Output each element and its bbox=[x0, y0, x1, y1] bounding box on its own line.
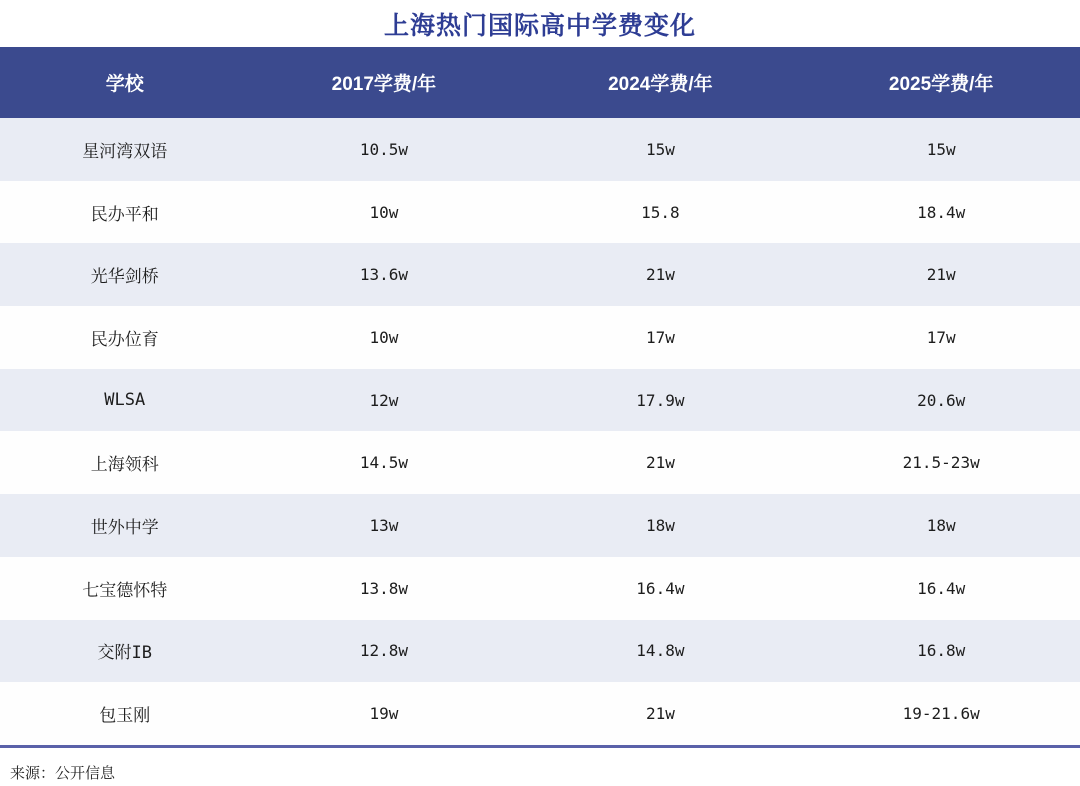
column-header-2025-fee: 2025学费/年 bbox=[888, 74, 994, 95]
fee-2025-cell: 21.5-23w bbox=[902, 453, 980, 473]
fee-2025-cell: 15w bbox=[926, 139, 956, 159]
source-note: 来源：公开信息 bbox=[10, 764, 116, 782]
fee-2024-cell: 17.9w bbox=[636, 390, 685, 410]
fee-2024-cell: 15w bbox=[645, 139, 675, 159]
table-row bbox=[0, 557, 1080, 620]
fee-2024-cell: 14.8w bbox=[636, 641, 685, 661]
school-name-cell: 民办平和 bbox=[90, 204, 159, 225]
fee-2025-cell: 17w bbox=[926, 327, 956, 347]
school-name-cell: 交附IB bbox=[97, 643, 152, 664]
fee-2017-cell: 13.8w bbox=[359, 578, 408, 598]
fee-2017-cell: 14.5w bbox=[359, 453, 408, 473]
fee-2024-cell: 21w bbox=[645, 453, 675, 473]
page-title: 上海热门国际高中学费变化 bbox=[383, 11, 696, 40]
school-name-cell: 上海领科 bbox=[90, 455, 159, 476]
school-name-cell: 世外中学 bbox=[90, 517, 159, 538]
fee-2017-cell: 19w bbox=[369, 704, 399, 724]
table-row bbox=[0, 181, 1080, 244]
table-header-row bbox=[0, 47, 1080, 118]
fee-2024-cell: 18w bbox=[645, 515, 675, 535]
fee-2025-cell: 18w bbox=[926, 515, 956, 535]
fee-2024-cell: 16.4w bbox=[636, 578, 685, 598]
fee-2025-cell: 20.6w bbox=[917, 390, 966, 410]
table-row bbox=[0, 494, 1080, 557]
fee-2017-cell: 12.8w bbox=[359, 641, 408, 661]
fee-2024-cell: 17w bbox=[645, 327, 675, 347]
fee-2025-cell: 21w bbox=[926, 265, 956, 285]
fee-2025-cell: 16.8w bbox=[917, 641, 966, 661]
fee-2025-cell: 16.4w bbox=[917, 578, 966, 598]
school-name-cell: 包玉刚 bbox=[99, 706, 151, 727]
table-bottom-border bbox=[0, 745, 1080, 748]
fee-2024-cell: 21w bbox=[645, 704, 675, 724]
fee-2025-cell: 18.4w bbox=[917, 202, 966, 222]
school-name-cell: 民办位育 bbox=[90, 329, 159, 350]
fee-2024-cell: 15.8 bbox=[641, 202, 680, 222]
school-name-cell: 星河湾双语 bbox=[82, 141, 168, 162]
column-header-2017-fee: 2017学费/年 bbox=[331, 74, 437, 95]
fee-2017-cell: 10w bbox=[369, 327, 399, 347]
fee-2017-cell: 12w bbox=[369, 390, 399, 410]
column-header-school: 学校 bbox=[105, 74, 144, 95]
fee-2024-cell: 21w bbox=[645, 265, 675, 285]
fee-2017-cell: 13.6w bbox=[359, 265, 408, 285]
fee-2017-cell: 10w bbox=[369, 202, 399, 222]
table-row bbox=[0, 682, 1080, 745]
school-name-cell: 光华剑桥 bbox=[90, 267, 159, 288]
tuition-table bbox=[0, 47, 1080, 745]
fee-2025-cell: 19-21.6w bbox=[902, 704, 980, 724]
table-row bbox=[0, 431, 1080, 494]
table-row bbox=[0, 620, 1080, 683]
table-row bbox=[0, 118, 1080, 181]
table-row bbox=[0, 369, 1080, 432]
school-name-cell: WLSA bbox=[104, 390, 146, 411]
school-name-cell: 七宝德怀特 bbox=[82, 580, 168, 601]
table-row bbox=[0, 306, 1080, 369]
column-header-2024-fee: 2024学费/年 bbox=[608, 74, 713, 95]
fee-2017-cell: 10.5w bbox=[359, 139, 408, 159]
table-row bbox=[0, 243, 1080, 306]
fee-2017-cell: 13w bbox=[369, 515, 399, 535]
